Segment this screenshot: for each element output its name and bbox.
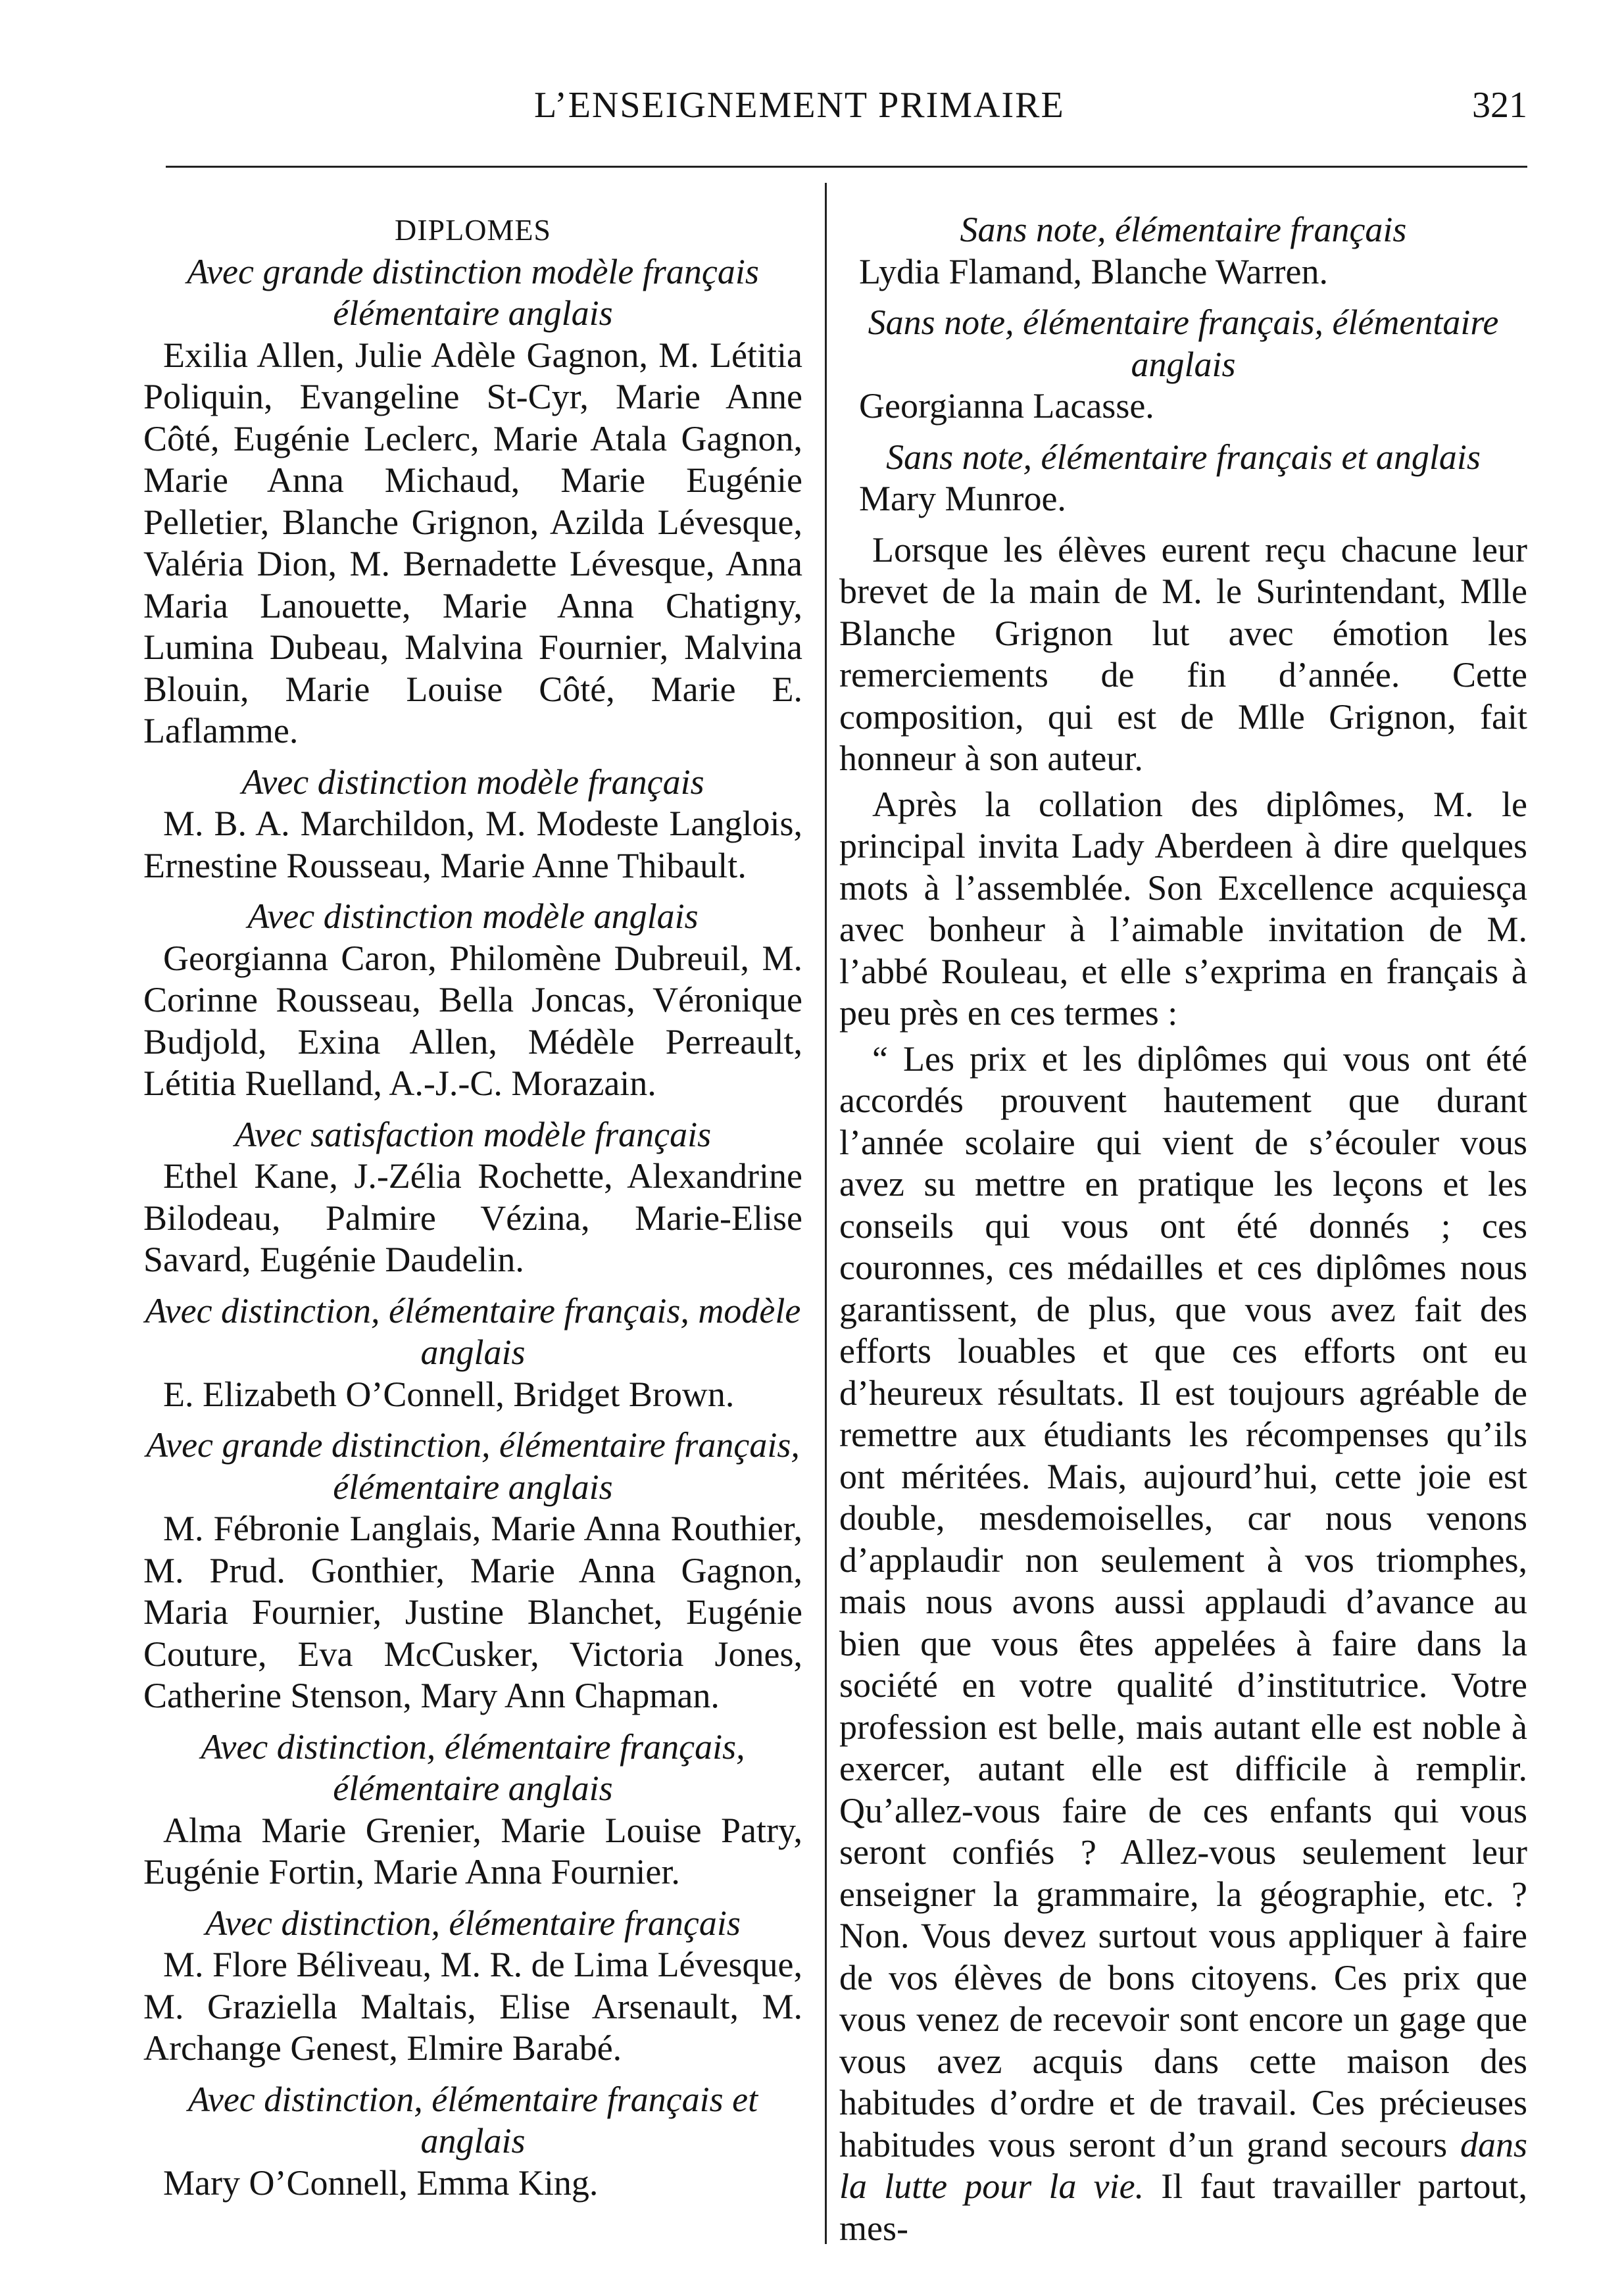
category-heading: Sans note, élémentaire français, élémentaire anglais [868,303,1499,384]
section-heading: DIPLOMES [394,213,552,247]
name-list: M. B. A. Marchildon, M. Modeste Langlois, Ernestine Rousseau, Marie Anne Thibault. [143,804,802,885]
name-list: M. Fébronie Langlais, Marie Anna Routhier, M. Prud. Gonthier, Marie Anna Gagnon, Maria Fournier, Justine Blanchet, Eugénie Couture, Eva McCusker, Victoria Jones, Catherine Stenson, Mary Ann Chapman. [143,1509,802,1715]
category-heading: Avec grande distinction modèle français élémentaire anglais [187,251,759,333]
paragraph: Après la collation des diplômes, M. le principal invita Lady Aberdeen à dire quelques mots à l’assemblée. Son Excellence acquiesça avec bonheur à l’aimable invitation de M. l’abbé Rouleau, et elle s’exprima en français à peu près en ces termes : [839,784,1527,1033]
paragraph: Lorsque les élèves eurent reçu chacune leur brevet de la main de M. le Surintendant, Mlle Blanche Grignon lut avec émotion les remerciements de fin d’année. Cette composition, qui est de Mlle Grignon, fait honneur à son auteur. [839,529,1527,778]
category-heading: Avec distinction modèle anglais [247,896,699,936]
running-title: L’ENSEIGNEMENT PRIMAIRE [534,85,1065,126]
category-heading: Avec grande distinction, élémentaire français, élémentaire anglais [146,1425,800,1507]
category-heading: Avec distinction, élémentaire français, modèle anglais [145,1290,801,1372]
name-list: Mary Munroe. [859,479,1066,518]
speech-italic-phrase: dans la lutte pour la vie. [839,2124,1527,2206]
header-rule [166,166,1527,168]
left-column [143,209,802,2213]
column-divider [825,183,827,2244]
category-heading: Sans note, élémentaire français [960,210,1407,249]
name-list: Ethel Kane, J.-Zélia Rochette, Alexandrine Bilodeau, Palmire Vézina, Marie-Elise Savard, Eugénie Daudelin. [143,1156,802,1279]
category-heading: Sans note, élémentaire français et anglais [886,437,1481,477]
category-heading: Avec distinction, élémentaire français, élémentaire anglais [201,1726,745,1808]
name-list: Lydia Flamand, Blanche Warren. [859,251,1328,291]
right-column [839,209,1527,2253]
speech-paragraph [839,1038,1527,2250]
name-list: E. Elizabeth O’Connell, Bridget Brown. [163,1374,735,1414]
name-list: Georgianna Caron, Philomène Dubreuil, M. Corinne Rousseau, Bella Joncas, Véronique Budjold, Exina Allen, Médèle Perreault, Létitia Ruelland, A.-J.-C. Morazain. [143,938,802,1103]
category-heading: Avec distinction modèle français [241,762,704,802]
speech-text: “ Les prix et les diplômes qui vous ont été accordés prouvent hautement que durant l’année scolaire qui vient de s’écouler vous avez su mettre en pratique les leçons et les conseils qui vous ont été donnés ; ces couronnes, ces médailles et ces diplômes nous garantissent, de plus, que vous avez fait des efforts louables et que ces efforts ont eu d’heureux résultats. Il est toujours agréable de remettre aux étudiants les récompenses qu’ils ont méritées. Mais, aujourd’hui, cette joie est double, mesdemoiselles, car nous venons d’applaudir non seulement à vos triomphes, mais nous avons aussi applaudi d’avance au bien que vous êtes appelées à faire dans la société en votre qualité d’institutrice. Votre profession est belle, mais autant elle est noble à exercer, autant elle est difficile à remplir. Qu’allez-vous faire de ces enfants qui vous seront confiés ? Allez-vous seulement leur enseigner la grammaire, la géographie, etc. ? Non. Vous devez surtout vous appliquer à faire de vos élèves de bons citoyens. Ces prix que vous venez de recevoir sont encore un gage que vous avez acquis dans cette maison des habitudes d’ordre et de travail. Ces précieuses habitudes vous seront d’un grand secours [839,1038,1527,2164]
page-header [166,84,1527,137]
name-list: M. Flore Béliveau, M. R. de Lima Lévesque, M. Graziella Maltais, Elise Arsenault, M. Archange Genest, Elmire Barabé. [143,1945,802,2068]
name-list: Exilia Allen, Julie Adèle Gagnon, M. Létitia Poliquin, Evangeline St-Cyr, Marie Anne Côté, Eugénie Leclerc, Marie Atala Gagnon, Marie Anna Michaud, Marie Eugénie Pelletier, Blanche Grignon, Azilda Lévesque, Valéria Dion, M. Bernadette Lévesque, Anna Maria Lanouette, Marie Anna Chatigny, Lumina Dubeau, Malvina Fournier, Malvina Blouin, Marie Louise Côté, Marie E. Laflamme. [143,335,802,750]
name-list: Georgianna Lacasse. [859,386,1154,426]
name-list: Mary O’Connell, Emma King. [163,2162,599,2203]
category-heading: Avec satisfaction modèle français [234,1114,712,1154]
category-heading: Avec distinction, élémentaire français [205,1903,741,1943]
category-heading: Avec distinction, élémentaire français et anglais [187,2079,758,2161]
page-number: 321 [1472,85,1527,126]
speech-continuation: Il faut travailler partout, mes- [839,2166,1528,2248]
name-list: Alma Marie Grenier, Marie Louise Patry, Eugénie Fortin, Marie Anna Fournier. [143,1810,802,1892]
